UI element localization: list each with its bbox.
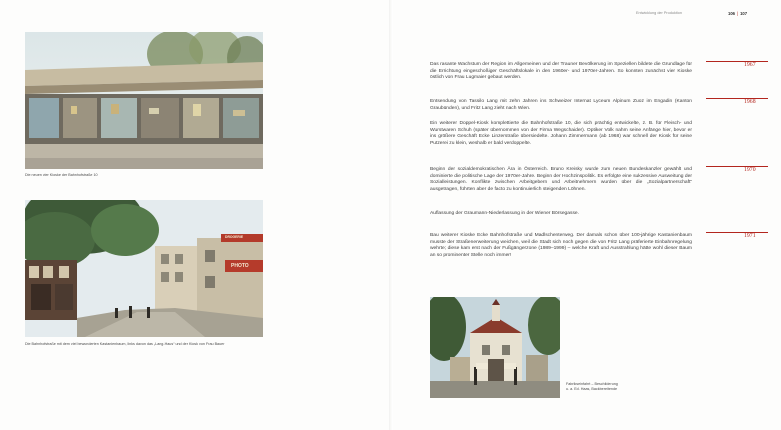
paragraph-1968-b: Ein weiterer Doppel-Kiosk komplettierte die Bahnhofstraße 10, die sich prächtig entwickelte, z. B. für Fleisch- und Wurstwaren Schuh (später übernommen von der Firma Wegschaider). Optiker Volk nahm seine Anfänge hier, bevor er ins größere Geschäft Ecke Linzerstraße übersiedelte. Johann Zimmermann (ab 1968) war schnell der Kiosk für seine Putzerei zu klein, weshalb er bald verdoppelte. (430, 121, 692, 146)
caption-photo-factory-line2: u. a. Ed. Haas, Backbereitende (566, 387, 618, 391)
running-head: Entwicklung der Produktion (636, 11, 683, 15)
photo-sign: PHOTO (231, 263, 249, 269)
year-1968: 1968 (744, 99, 756, 105)
paragraph-1971: Bau weiterer Kioske Ecke Bahnhofstraße und Madlschenterweg. Der damals schon über 100-jährige Kastanienbaum musste der Straßenerweiterung weichen, weil die Stadt sich noch gegen die von Fritz Lang präferierte Einbahnregelung wehrte; diese kam erst nach der Fußgängerzone (1989–1999) – welche Kraft und Ausstrahlung hätte wohl dieser Baum an so prominenter Stelle noch immer! (430, 233, 692, 258)
photo-factory-entrance (430, 297, 560, 398)
year-1967: 1967 (744, 62, 756, 68)
paragraph-1968-a: Entsendung von Tassilo Lang mit zehn Jahren ins Schweizer Internat Lyceum Alpinum Zuoz im Engadin (Kanton Graubünden), und Fritz Lang zieht nach Wien. (430, 99, 692, 111)
page-numbers (728, 11, 747, 16)
folio-separator: | (737, 10, 739, 16)
year-1970: 1970 (744, 167, 756, 173)
caption-photo-kiosks: Die neuen vier Kioske der Bahnhofstraße 10 (25, 173, 98, 177)
year-rule-1968 (706, 98, 768, 99)
photo-kiosks (25, 32, 263, 169)
paragraph-1967: Das rasante Wachstum der Region im Allgemeinen und der Trauner Bevölkerung im Speziellen bildete die Grundlage für die Errichtung eingeschoßiger Geschäftslokale in den 1960er- und 1970er-Jahren. So konnten zunächst vier Kioske östlich von Frau Lugmaier gebaut werden. (430, 62, 692, 80)
year-rule-1967 (706, 61, 768, 62)
caption-photo-factory-line1: Fabrikseinfahrt – Beschilderung (566, 382, 618, 386)
book-fold (389, 0, 393, 430)
paragraph-1970-a: Beginn der sozialdemokratischen Ära in Österreich. Bruno Kreisky wurde zum neuen Bundeskanzler gewählt und dominierte die politische Lage der 1970er-Jahre. Beginn der Hochzinspolitik. Es erfolgte eine sukzessive Ausweitung der Sozialleistungen. Konflikte zwischen Arbeitgebern und Arbeitnehmern wurden über die „Sozialpartnerschaft“ ausgetragen, führten aber de facto zu kontinuierlich steigenden Löhnen. (430, 167, 692, 192)
shop-sign: DROGERIE (225, 235, 244, 239)
year-1971: 1971 (744, 233, 756, 239)
caption-photo-bahnhofstrasse: Die Bahnhofstraße mit dem viel bewunderten Kastanienbaum, links davon das „Lang-Haus“ und der Kiosk von Frau Bauer (25, 342, 225, 346)
photo-bahnhofstrasse (25, 200, 263, 337)
year-rule-1971 (706, 232, 768, 233)
paragraph-1970-b: Auflassung der Graumann-Niederlassung in der Wiener Börsegasse. (430, 211, 579, 216)
year-rule-1970 (706, 166, 768, 167)
page-number-right: 107 (740, 10, 748, 16)
page-number-left: 106 (728, 10, 735, 16)
